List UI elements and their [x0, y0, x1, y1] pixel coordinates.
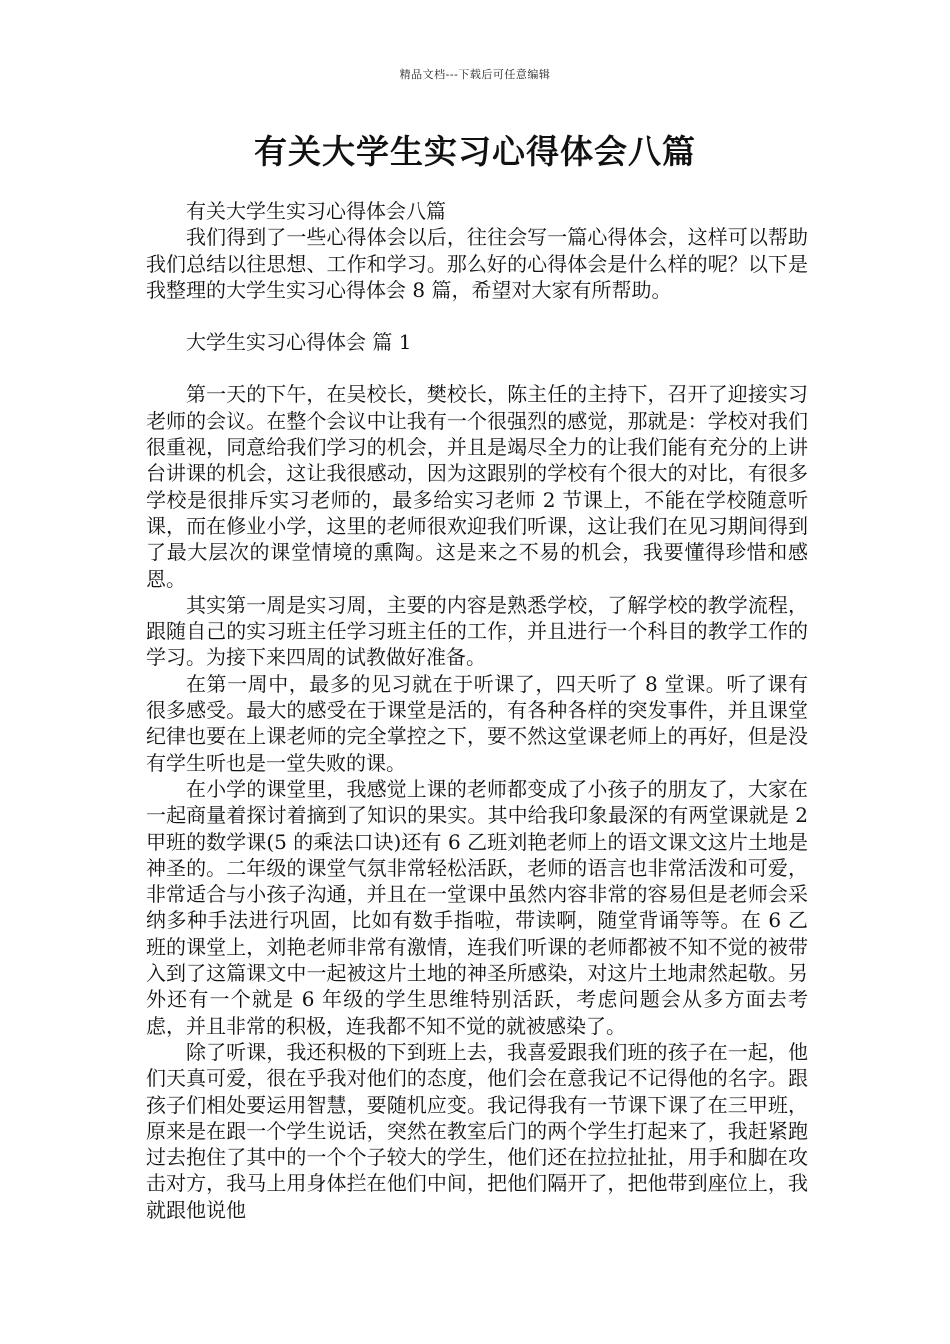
intro-paragraph: 我们得到了一些心得体会以后，往往会写一篇心得体会，这样可以帮助我们总结以往思想、工作和学习。那么好的心得体会是什么样的呢？以下是我整理的大学生实习心得体会 8 篇，希望对大家有所帮助。 [146, 225, 808, 302]
body-paragraph: 在小学的课堂里，我感觉上课的老师都变成了小孩子的朋友了，大家在一起商量着探讨着摘到了知识的果实。其中给我印象最深的有两堂课就是 2 甲班的数学课(5 的乘法口诀)还有 6 乙班刘艳老师上的语文课文这片土地是神圣的。二年级的课堂气氛非常轻松活跃，老师的语言也非常活泼和可爱，非常适合与小孩子沟通，并且在一堂课中虽然内容非常的容易但是老师会采纳多种手法进行巩固，比如有数手指啦，带读啊，随堂背诵等等。在 6 乙班的课堂上，刘艳老师非常有激情，连我们听课的老师都被不知不觉的被带入到了这篇课文中一起被这片土地的神圣所感染，对这片土地肃然起敬。另外还有一个就是 6 年级的学生思维特别活跃，考虑问题会从多方面去考虑，并且非常的积极，连我都不知不觉的就被感染了。 [146, 776, 808, 1038]
document-title: 有关大学生实习心得体会八篇 [254, 132, 696, 171]
document-body [146, 198, 808, 1223]
body-paragraph: 其实第一周是实习周，主要的内容是熟悉学校，了解学校的教学流程，跟随自己的实习班主任学习班主任的工作，并且进行一个科目的教学工作的学习。为接下来四周的试教做好准备。 [146, 592, 808, 670]
body-paragraph: 除了听课，我还积极的下到班上去，我喜爱跟我们班的孩子在一起，他们天真可爱，很在乎我对他们的态度，他们会在意我记不记得他的名字。跟孩子们相处要运用智慧，要随机应变。我记得我有一节课下课了在三甲班，原来是在跟一个学生说话，突然在教室后门的两个学生打起来了，我赶紧跑过去抱住了其中的一个个子较大的学生，他们还在拉拉扯扯，用手和脚在攻击对方，我马上用身体拦在他们中间，把他们隔开了，把他带到座位上，我就跟他说他 [146, 1039, 808, 1222]
page-header: 精品文档---下载后可任意编辑 [399, 68, 551, 81]
body-paragraph: 在第一周中，最多的见习就在于听课了，四天听了 8 堂课。听了课有很多感受。最大的感受在于课堂是活的，有各种各样的突发事件，并且课堂纪律也要在上课老师的完全掌控之下，要不然这堂课老师上的再好，但是没有学生听也是一堂失败的课。 [146, 671, 808, 775]
body-paragraph: 第一天的下午，在吴校长，樊校长，陈主任的主持下，召开了迎接实习老师的会议。在整个会议中让我有一个很强烈的感觉，那就是：学校对我们很重视，同意给我们学习的机会，并且是竭尽全力的让我们能有充分的上讲台讲课的机会，这让我很感动，因为这跟别的学校有个很大的对比，有很多学校是很排斥实习老师的，最多给实习老师 2 节课上，不能在学校随意听课，而在修业小学，这里的老师很欢迎我们听课，这让我们在见习期间得到了最大层次的课堂情境的熏陶。这是来之不易的机会，我要懂得珍惜和感恩。 [146, 382, 808, 591]
subtitle-line: 有关大学生实习心得体会八篇 [186, 199, 446, 223]
section-heading: 大学生实习心得体会 篇 1 [186, 330, 412, 355]
